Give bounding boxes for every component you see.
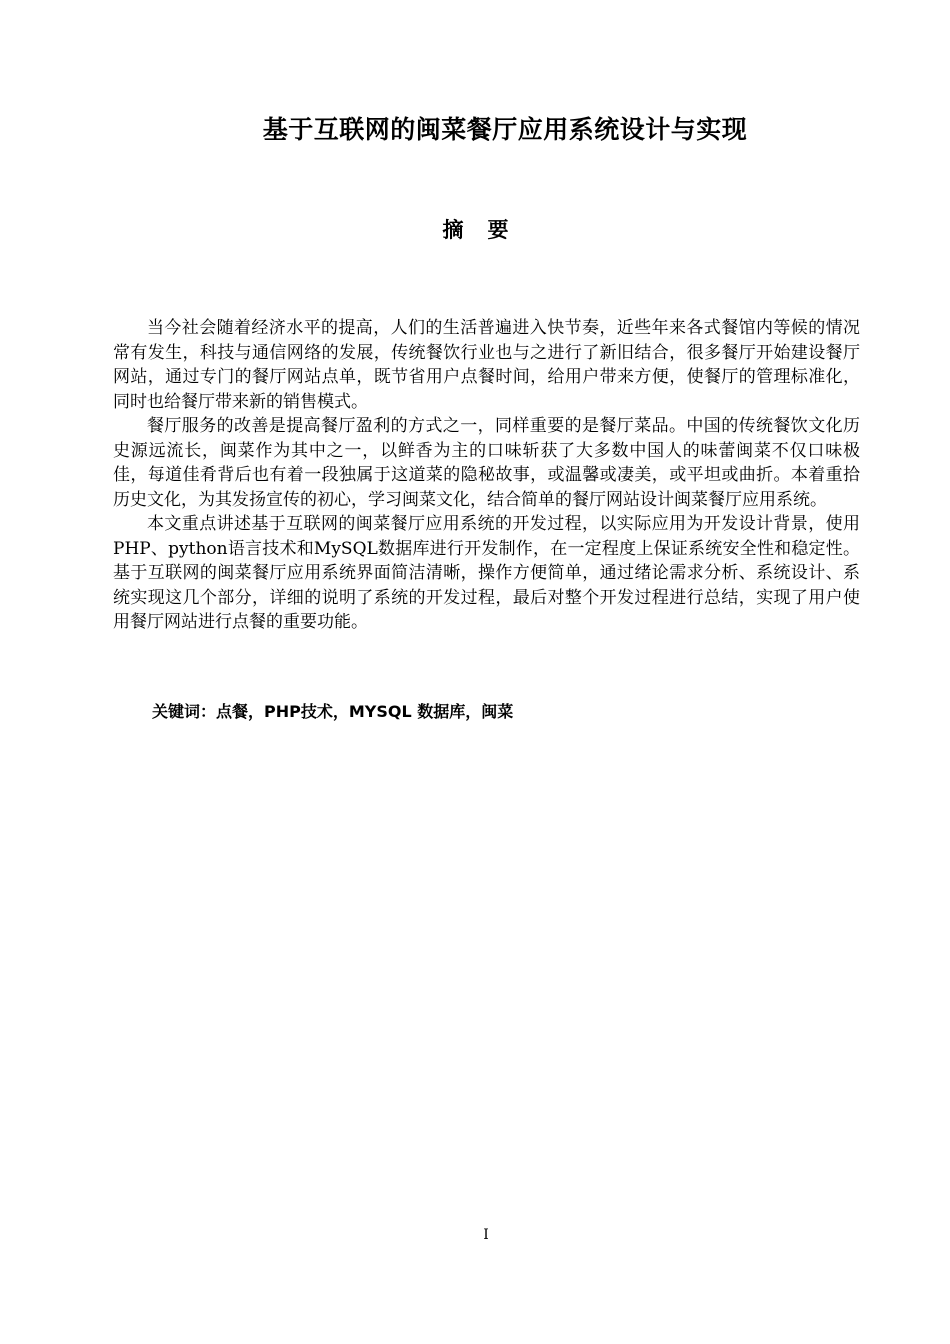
page-number: I <box>483 1227 489 1243</box>
abstract-paragraph: 本文重点讲述基于互联网的闽菜餐厅应用系统的开发过程，以实际应用为开发设计背景，使用PHP、python语言技术和MySQL数据库进行开发制作，在一定程度上保证系统安全性和稳定性。基于互联网的闽菜餐厅应用系统界面简洁清晰，操作方便简单，通过绪论需求分析、系统设计、系统实现这几个部分，详细的说明了系统的开发过程，最后对整个开发过程进行总结，实现了用户使用餐厅网站进行点餐的重要功能。 <box>113 514 860 632</box>
document-title: 基于互联网的闽菜餐厅应用系统设计与实现 <box>262 115 748 144</box>
abstract-paragraph: 餐厅服务的改善是提高餐厅盈利的方式之一，同样重要的是餐厅菜品。中国的传统餐饮文化历史源远流长，闽菜作为其中之一，以鲜香为主的口味斩获了大多数中国人的味蕾闽菜不仅口味极佳，每道佳肴背后也有着一段独属于这道菜的隐秘故事，或温馨或凄美，或平坦或曲折。本着重拾历史文化，为其发扬宣传的初心，学习闽菜文化，结合简单的餐厅网站设计闽菜餐厅应用系统。 <box>113 416 860 510</box>
abstract-heading: 摘要 <box>442 218 533 242</box>
abstract-body <box>113 316 860 635</box>
keywords-line: 关键词：点餐，PHP技术，MYSQL 数据库，闽菜 <box>152 702 514 721</box>
abstract-paragraph: 当今社会随着经济水平的提高，人们的生活普遍进入快节奏，近些年来各式餐馆内等候的情况常有发生，科技与通信网络的发展，传统餐饮行业也与之进行了新旧结合，很多餐厅开始建设餐厅网站，通过专门的餐厅网站点单，既节省用户点餐时间，给用户带来方便，使餐厅的管理标准化，同时也给餐厅带来新的销售模式。 <box>113 318 860 412</box>
